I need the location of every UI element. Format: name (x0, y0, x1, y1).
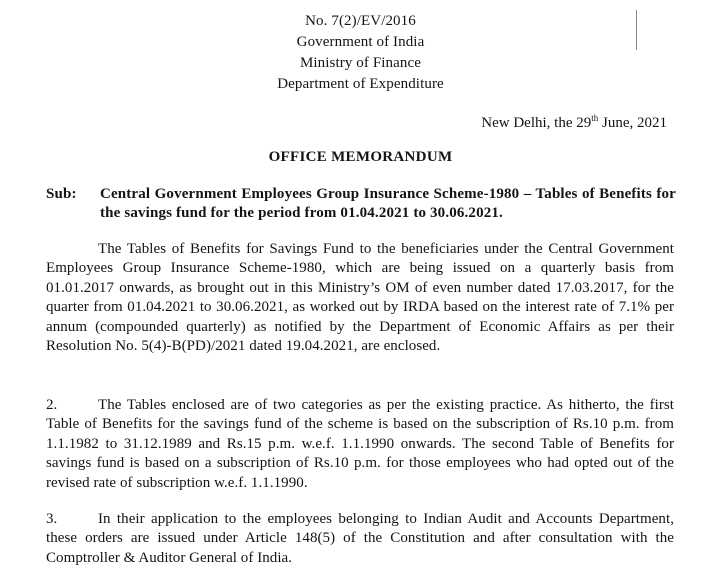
paragraph-1-text: The Tables of Benefits for Savings Fund to the beneficiaries under the Central Government Employees Group Insurance Scheme-1980, which are being issued on a quarterly basis from 01.01.2017 onwards, as brought out in this Ministry’s OM of even number dated 17.03.2017, for the quarter from 01.04.2021 to 30.06.2021, as worked out by IRDA based on the interest rate of 7.1% per annum (compounded quarterly) as notified by the Department of Economic Affairs as per their Resolution No. 5(4)-B(PD)/2021 dated 19.04.2021, are enclosed. (46, 241, 674, 355)
file-number: No. 7(2)/EV/2016 (305, 13, 416, 29)
dateline-suffix: June, 2021 (598, 115, 667, 131)
subject-block (46, 185, 676, 223)
paragraph-1 (46, 240, 674, 356)
dateline (481, 114, 667, 133)
paragraph-3 (46, 510, 674, 568)
government-name: Government of India (296, 34, 425, 50)
subject-text: Central Government Employees Group Insurance Scheme-1980 – Tables of Benefits for the savings fund for the period from 01.04.2021 to 30.06.2021. (100, 186, 676, 221)
ministry-name: Ministry of Finance (299, 55, 422, 71)
memo-title: OFFICE MEMORANDUM (268, 149, 453, 165)
dateline-superscript: th (591, 113, 599, 123)
paragraph-2 (46, 396, 674, 493)
dateline-prefix: New Delhi, the 29 (481, 115, 592, 131)
subject-label: Sub: (46, 186, 77, 202)
paragraph-2-number: 2. (46, 397, 58, 413)
department-name: Department of Expenditure (277, 76, 444, 92)
paragraph-2-text: The Tables enclosed are of two categories as per the existing practice. As hitherto, the first Table of Benefits for the savings fund of the scheme is based on the subscription of Rs.10 p.m. from 1.1.1982 to 31.12.1989 and Rs.15 p.m. w.e.f. 1.1.1990 onwards. The second Table of Benefits for savings fund is based on a subscription of Rs.10 p.m. for those employees who had opted out of the revised rate of subscription w.e.f. 1.1.1990. (46, 397, 674, 491)
paragraph-3-number: 3. (46, 511, 58, 527)
paragraph-3-text: In their application to the employees belonging to Indian Audit and Accounts Department, these orders are issued under Article 148(5) of the Constitution and after consultation with the Comptroller & Auditor General of India. (46, 511, 674, 566)
